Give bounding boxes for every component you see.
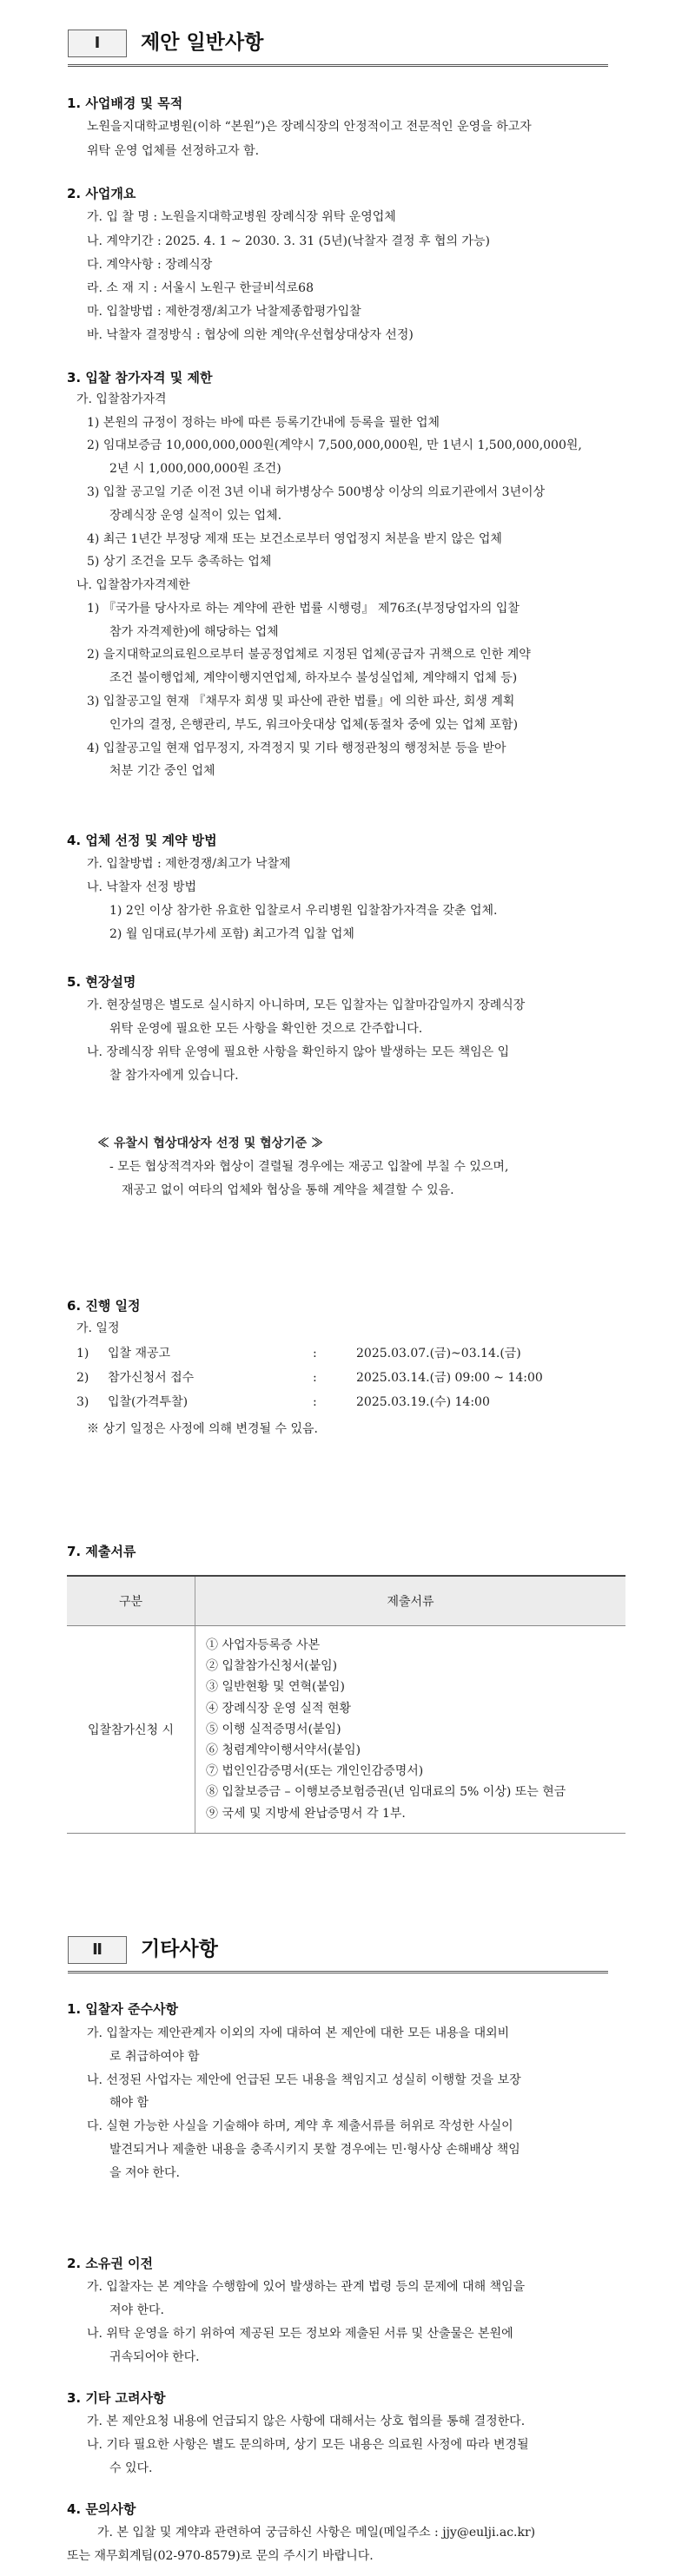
schedule-row-colon: : [313,1395,317,1409]
schedule-row-label: 참가신청서 접수 [108,1371,195,1385]
text-line: 라. 소 재 지 : 서울시 노원구 한글비석로68 [87,281,314,295]
text-line: 3) 입찰 공고일 기준 이전 3년 이내 허가병상수 500병상 이상의 의료기관에서 3년이상 [87,485,546,499]
text-line: 나. 선정된 사업자는 제안에 언급된 모든 내용을 책임지고 성실히 이행할 것을 보장 [87,2073,521,2087]
text-line: 다. 실현 가능한 사실을 기술해야 하며, 계약 후 제출서류를 허위로 작성한 사실이 [87,2119,513,2133]
schedule-row-label: 입찰(가격투찰) [108,1395,189,1409]
notice-title: ≪ 유찰시 협상대상자 선정 및 협상기준 ≫ [97,1136,324,1150]
schedule-row-value: 2025.03.07.(금)~03.14.(금) [356,1347,521,1360]
text-line: 조건 불이행업체, 계약이행지연업체, 하자보수 불성실업체, 계약해지 업체 등) [109,671,518,685]
section-heading: 5. 현장설명 [67,974,136,990]
schedule-row-number: 3) [76,1395,89,1409]
text-line: 참가 자격제한)에 해당하는 업체 [109,625,279,639]
text-line: 2) 임대보증금 10,000,000,000원(계약시 7,500,000,000원, 만 1년시 1,500,000,000원, [87,438,582,452]
text-line: 1) 2인 이상 참가한 유효한 입찰로서 우리병원 입찰참가자격을 갖춘 업체. [109,904,498,918]
text-line: - 모든 협상적격자와 협상이 결렬될 경우에는 재공고 입찰에 부칠 수 있으며, [109,1160,509,1174]
section-heading: 2. 사업개요 [67,186,136,201]
section-heading: 1. 사업배경 및 목적 [67,96,183,111]
text-line: 처분 기간 중인 업체 [109,764,215,778]
document-item: ⑦ 법인인감증명서(또는 개인인감증명서) [206,1764,424,1779]
table-category-cell: 입찰참가신청 시 [67,1626,195,1834]
table-header-cell: 구분 [67,1576,195,1626]
text-line: 2) 을지대학교의료원으로부터 불공정업체로 지정된 업체(공급자 귀책으로 인한 계약 [87,648,531,662]
table-header-row [67,1576,626,1626]
schedule-row-number: 1) [76,1347,89,1360]
text-line: 다. 계약사항 : 장례식장 [87,258,213,272]
section-heading: 2. 소유권 이전 [67,2256,154,2271]
text-line: 나. 위탁 운영을 하기 위하여 제공된 모든 정보와 제출된 서류 및 산출물은 본원에 [87,2327,513,2341]
text-line: 5) 상기 조건을 모두 충족하는 업체 [87,555,272,569]
text-line: 4) 입찰공고일 현재 업무정지, 자격정지 및 기타 행정관청의 행정처분 등을 받아 [87,741,506,755]
text-line: 가. 본 입찰 및 계약과 관련하여 궁금하신 사항은 메일(메일주소 : jjy@eulji.ac.kr) [97,2526,536,2540]
schedule-row-colon: : [313,1371,317,1385]
text-line: 바. 낙찰자 결정방식 : 협상에 의한 계약(우선협상대상자 선정) [87,328,414,342]
text-line: 가. 입찰자는 본 계약을 수행함에 있어 발생하는 관계 법령 등의 문제에 대해 책임을 [87,2280,526,2294]
table-documents-cell [195,1626,626,1834]
chapter-title: 제안 일반사항 [141,31,264,54]
text-line: 노원을지대학교병원(이하 “본원”)은 장례식장의 안정적이고 전문적인 운영을 하고자 [87,120,532,134]
text-line: 져야 한다. [109,2303,164,2317]
section-heading: 3. 기타 고려사항 [67,2390,166,2406]
text-line: 또는 재무회계팀(02-970-8579)로 문의 주시기 바랍니다. [67,2549,374,2563]
schedule-row-label: 입찰 재공고 [108,1347,171,1360]
text-line: 발견되거나 제출한 내용을 충족시키지 못할 경우에는 민·형사상 손해배상 책임 [109,2143,520,2157]
text-line: 3) 입찰공고일 현재 『채무자 회생 및 파산에 관한 법률』에 의한 파산, 회생 계획 [87,695,515,708]
text-line: 2) 월 임대료(부가세 포함) 최고가격 입찰 업체 [109,927,354,941]
text-line: 장례식장 운영 실적이 있는 업체. [109,509,282,523]
subsection-label: 나. 입찰참가자격제한 [76,578,190,592]
document-item: ⑥ 청렴계약이행서약서(붙임) [206,1743,361,1758]
chapter-roman-numeral: Ⅰ [68,30,127,57]
chapter-header-2 [68,1929,608,1973]
section-heading: 7. 제출서류 [67,1544,136,1559]
schedule-row-value: 2025.03.19.(수) 14:00 [356,1395,490,1409]
text-line: 나. 장례식장 위탁 운영에 필요한 사항을 확인하지 않아 발생하는 모든 책임은 입 [87,1045,510,1059]
section-heading: 4. 업체 선정 및 계약 방법 [67,833,217,848]
text-line: 수 있다. [109,2461,153,2475]
text-line: 로 취급하여야 함 [109,2050,200,2064]
text-line: 1) 『국가를 당사자로 하는 계약에 관한 법률 시행령』 제76조(부정당업자의 입찰 [87,602,520,616]
document-item: ② 입찰참가신청서(붙임) [206,1659,338,1674]
text-line: 가. 현장설명은 별도로 실시하지 아니하며, 모든 입찰자는 입찰마감일까지 장례식장 [87,998,526,1012]
subsection-label: 가. 일정 [76,1321,120,1335]
document-item: ① 사업자등록증 사본 [206,1638,321,1652]
document-item: ⑨ 국세 및 지방세 완납증명서 각 1부. [206,1806,406,1821]
text-line: 가. 입 찰 명 : 노원을지대학교병원 장례식장 위탁 운영업체 [87,210,396,224]
text-line: 나. 낙찰자 선정 방법 [87,880,196,894]
document-item: ④ 장례식장 운영 실적 현황 [206,1701,352,1716]
section-heading: 4. 문의사항 [67,2501,136,2517]
section-heading: 1. 입찰자 준수사항 [67,2001,179,2017]
text-line: 2년 시 1,000,000,000원 조건) [109,462,281,476]
chapter-header-1 [68,23,608,67]
schedule-row-value: 2025.03.14.(금) 09:00 ~ 14:00 [356,1371,543,1385]
text-line: 마. 입찰방법 : 제한경쟁/최고가 낙찰제종합평가입찰 [87,305,361,319]
submission-documents-table [67,1575,626,1834]
table-header-cell: 제출서류 [195,1576,626,1626]
schedule-row-number: 2) [76,1371,89,1385]
text-line: 가. 입찰자는 제안관계자 이외의 자에 대하여 본 제안에 대한 모든 내용을 대외비 [87,2026,510,2040]
chapter-title: 기타사항 [141,1938,218,1960]
schedule-row-colon: : [313,1347,317,1360]
section-heading: 6. 진행 일정 [67,1298,141,1314]
document-item: ⑤ 이행 실적증명서(붙임) [206,1722,341,1736]
text-line: 1) 본원의 규정이 정하는 바에 따른 등록기간내에 등록을 필한 업체 [87,416,440,430]
text-line: 을 져야 한다. [109,2166,180,2180]
text-line: 귀속되어야 한다. [109,2350,200,2364]
chapter-roman-numeral: Ⅱ [68,1936,127,1964]
text-line: 나. 계약기간 : 2025. 4. 1 ~ 2030. 3. 31 (5년)(낙찰자 결정 후 협의 가능) [87,234,490,248]
text-line: 나. 기타 필요한 사항은 별도 문의하며, 상기 모든 내용은 의료원 사정에 따라 변경될 [87,2438,529,2452]
table-row [67,1626,626,1834]
document-item: ⑧ 입찰보증금 – 이행보증보험증권(년 임대료의 5% 이상) 또는 현금 [206,1785,566,1800]
text-line: 4) 최근 1년간 부정당 제재 또는 보건소로부터 영업정지 처분을 받지 않은 업체 [87,532,502,546]
document-item: ③ 일반현황 및 연혁(붙임) [206,1680,345,1695]
text-line: 위탁 운영 업체를 선정하고자 함. [87,144,260,158]
text-line: 가. 입찰방법 : 제한경쟁/최고가 낙찰제 [87,857,291,871]
subsection-label: 가. 입찰참가자격 [76,392,167,406]
text-line: 위탁 운영에 필요한 모든 사항을 확인한 것으로 간주합니다. [109,1022,423,1036]
text-line: 찰 참가자에게 있습니다. [109,1069,239,1083]
section-heading: 3. 입찰 참가자격 및 제한 [67,370,213,385]
text-line: 인가의 결정, 은행관리, 부도, 워크아웃대상 업체(동절차 중에 있는 업체 포함) [109,718,519,732]
text-line: 해야 함 [109,2096,149,2110]
text-line: 재공고 없이 여타의 업체와 협상을 통해 계약을 체결할 수 있음. [122,1183,454,1197]
schedule-note: ※ 상기 일정은 사정에 의해 변경될 수 있음. [87,1422,318,1436]
text-line: 가. 본 제안요청 내용에 언급되지 않은 사항에 대해서는 상호 협의를 통해 결정한다. [87,2415,526,2428]
